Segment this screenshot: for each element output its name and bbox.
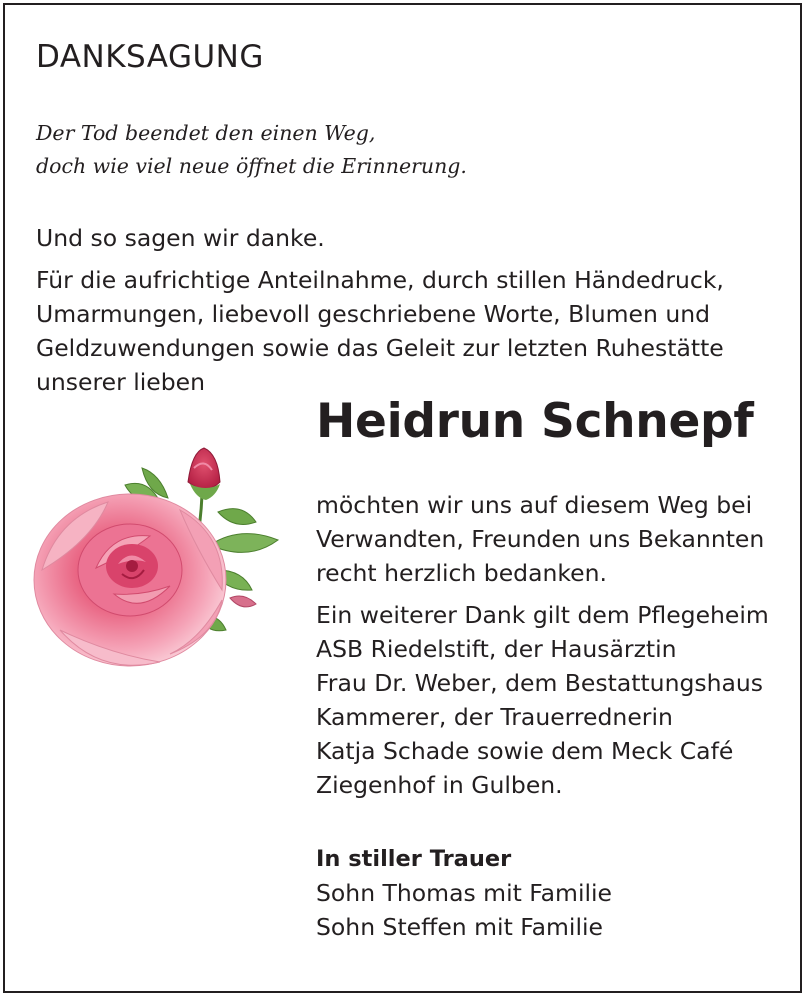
thanks-line: Verwandten, Freunden uns Bekannten xyxy=(316,525,765,553)
thanks-line: möchten wir uns auf diesem Weg bei xyxy=(316,491,753,519)
memorial-quote xyxy=(36,117,467,183)
further-thanks-line: Katja Schade sowie dem Meck Café xyxy=(316,737,734,765)
further-thanks-paragraph xyxy=(316,598,769,802)
notice-heading: DANKSAGUNG xyxy=(36,39,264,75)
quote-line: doch wie viel neue öffnet die Erinnerung. xyxy=(36,154,467,178)
further-thanks-line: ASB Riedelstift, der Hausärztin xyxy=(316,635,677,663)
further-thanks-line: Kammerer, der Trauerrednerin xyxy=(316,703,673,731)
deceased-name: Heidrun Schnepf xyxy=(316,394,754,449)
intro-line: Geldzuwendungen sowie das Geleit zur letzten Ruhestätte xyxy=(36,334,724,362)
intro-text xyxy=(36,221,724,399)
thanks-paragraph xyxy=(316,488,769,590)
quote-line: Der Tod beendet den einen Weg, xyxy=(36,121,376,145)
intro-line: unserer lieben xyxy=(36,368,206,396)
rose-icon xyxy=(30,440,295,675)
intro-line: Für die aufrichtige Anteilnahme, durch stillen Händedruck, xyxy=(36,266,724,294)
further-thanks-line: Ziegenhof in Gulben. xyxy=(316,771,563,799)
mourner-line: Sohn Steffen mit Familie xyxy=(316,913,603,941)
mourner-line: Sohn Thomas mit Familie xyxy=(316,879,612,907)
further-thanks-line: Frau Dr. Weber, dem Bestattungshaus xyxy=(316,669,764,697)
intro-first-line: Und so sagen wir danke. xyxy=(36,224,325,252)
further-thanks-line: Ein weiterer Dank gilt dem Pflegeheim xyxy=(316,601,769,629)
intro-line: Umarmungen, liebevoll geschriebene Worte, Blumen und xyxy=(36,300,711,328)
signoff xyxy=(316,842,612,944)
signoff-lead: In stiller Trauer xyxy=(316,846,512,872)
thanks-line: recht herzlich bedanken. xyxy=(316,559,607,587)
thanks-text xyxy=(316,488,769,802)
intro-paragraph xyxy=(36,263,724,399)
